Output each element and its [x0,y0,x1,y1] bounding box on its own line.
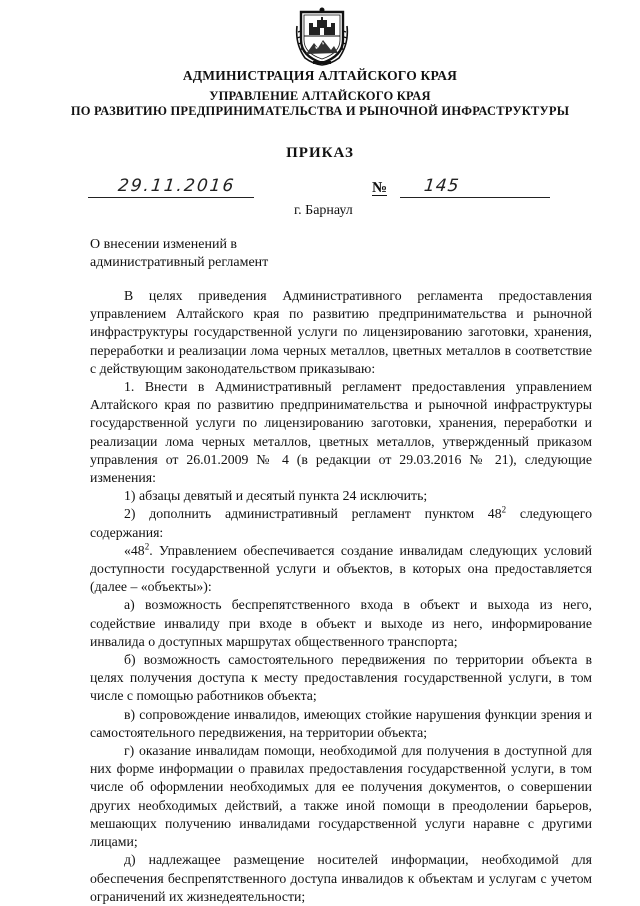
paragraph-letter-b: б) возможность самостоятельного передвижения по территории объекта в целях получения доступа к месту предоставления государственной услуги, в том числе с помощью работников объекта; [90,652,592,704]
clause-48-2-text: . Управлением обеспечивается создание инвалидам следующих условий доступности государственной услуги и объектов, в которых она предоставляется (далее – «объекты»): [90,542,592,595]
superscript: 2 [144,541,150,552]
document-subject [90,236,268,272]
paragraph-letter-v: в) сопровождение инвалидов, имеющих стойкие нарушения функции зрения и самостоятельного передвижения, на территории объекта; [90,706,592,740]
number-sign: № [372,180,388,196]
document-number: 145 [422,176,461,196]
department-title-line1: УПРАВЛЕНИЕ АЛТАЙСКОГО КРАЯ [209,89,431,103]
document-body [90,287,592,906]
organization-title: АДМИНИСТРАЦИЯ АЛТАЙСКОГО КРАЯ [182,68,458,83]
clause-48-2-prefix: «48 [124,542,145,558]
paragraph-letter-d: д) надлежащее размещение носителей информации, необходимой для обеспечения беспрепятственного доступа инвалидов к объектам и услугам с учетом ограничений их жизнедеятельности; [90,852,592,904]
subject-line-1: О внесении изменений в [90,237,238,252]
paragraph-letter-g: г) оказание инвалидам помощи, необходимой для получения в доступной для них форме информации о правилах предоставления государственной услуги, в том числе об оформлении необходимых для ее получения документов, о совершении других необходимых действий, а также иной помощи в преодолении барьеров, мешающих получению инвалидами государственной услуги наравне с другими лицами; [90,743,592,850]
paragraph-item-1: 1. Внести в Административный регламент предоставления управлением Алтайского края по развитию предпринимательства и рыночной инфраструктуры государственной услуги по лицензированию заготовки, хранения, переработки и реализации лома черных металлов, цветных металлов, утвержденный приказом управления от 26.01.2009 № 4 (в редакции от 29.03.2016 № 21), следующие изменения: [90,379,592,486]
paragraph-clause-48-2 [90,542,592,597]
paragraph-subitem-1: 1) абзацы девятый и десятый пункта 24 исключить; [124,488,428,504]
date-underline [88,197,254,198]
paragraph-preamble: В целях приведения Административного регламента предоставления управлением Алтайского края по развитию предпринимательства и рыночной инфраструктуры государственной услуги по лицензированию заготовки, хранения, переработки и реализации лома черных металлов, цветных металлов в соответствие с действующим законодательством приказываю: [90,288,592,376]
document-type: ПРИКАЗ [286,145,354,161]
paragraph-subitem-2 [90,505,592,541]
city: г. Барнаул [294,203,353,218]
coat-of-arms-icon [295,6,349,66]
subitem-2-text-end: следующего содержания: [90,506,592,540]
subject-line-2: административный регламент [90,255,269,270]
number-underline [400,197,550,198]
superscript: 2 [501,504,507,515]
subitem-2-text: 2) дополнить административный регламент пунктом 48 [124,506,502,522]
paragraph-letter-a: а) возможность беспрепятственного входа в объект и выхода из него, содействие инвалиду при входе в объект и выходе из него, информирование инвалида о доступных маршрутах общественного транспорта; [90,597,592,649]
document-date: 29.11.2016 [116,176,237,196]
department-title-line2: ПО РАЗВИТИЮ ПРЕДПРИНИМАТЕЛЬСТВА И РЫНОЧНОЙ ИНФРАСТРУКТУРЫ [70,104,570,118]
